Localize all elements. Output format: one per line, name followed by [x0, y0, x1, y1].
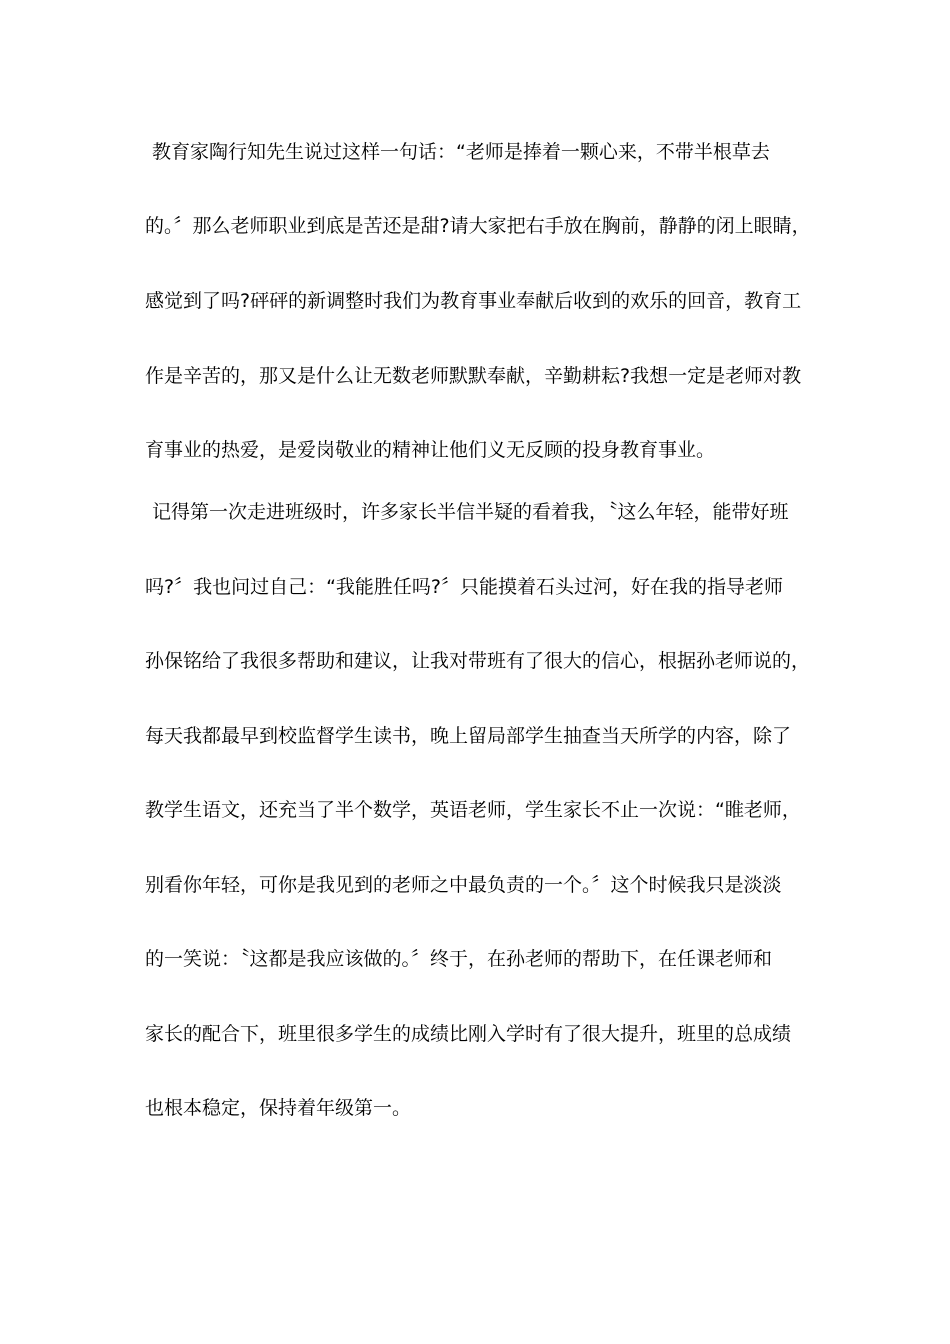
paragraph-line: 孙保铭给了我很多帮助和建议，让我对带班有了很大的信心，根据孙老师说的，	[145, 650, 811, 672]
paragraph-line: 育事业的热爱，是爱岗敬业的精神让他们义无反顾的投身教育事业。	[145, 439, 716, 461]
paragraph-line: 吗?〞我也问过自己：“我能胜任吗?〞只能摸着石头过河，好在我的指导老师	[145, 576, 784, 598]
paragraph-line: 的一笑说：〝这都是我应该做的。〞终于，在孙老师的帮助下，在任课老师和	[145, 948, 773, 970]
paragraph-line: 家长的配合下，班里很多学生的成绩比刚入学时有了很大提升，班里的总成绩	[145, 1023, 792, 1045]
paragraph-line: 作是辛苦的，那又是什么让无数老师默默奉献，辛勤耕耘?我想一定是老师对教	[145, 365, 802, 387]
paragraph-line: 别看你年轻，可你是我见到的老师之中最负责的一个。〞这个时候我只是淡淡	[145, 874, 782, 896]
paragraph-line: 每天我都最早到校监督学生读书，晚上留局部学生抽查当天所学的内容，除了	[145, 725, 792, 747]
paragraph-line: 感觉到了吗?砰砰的新调整时我们为教育事业奉献后收到的欢乐的回音，教育工	[145, 290, 802, 312]
paragraph-line: 教育家陶行知先生说过这样一句话：“老师是捧着一颗心来，不带半根草去	[152, 141, 770, 163]
paragraph-line: 教学生语文，还充当了半个数学，英语老师，学生家长不止一次说：“睢老师，	[145, 799, 801, 821]
paragraph-line: 的。〞那么老师职业到底是苦还是甜?请大家把右手放在胸前，静静的闭上眼睛，	[145, 215, 811, 237]
paragraph-line: 记得第一次走进班级时，许多家长半信半疑的看着我，〝这么年轻，能带好班	[152, 501, 789, 523]
paragraph-line: 也根本稳定，保持着年级第一。	[145, 1097, 412, 1119]
